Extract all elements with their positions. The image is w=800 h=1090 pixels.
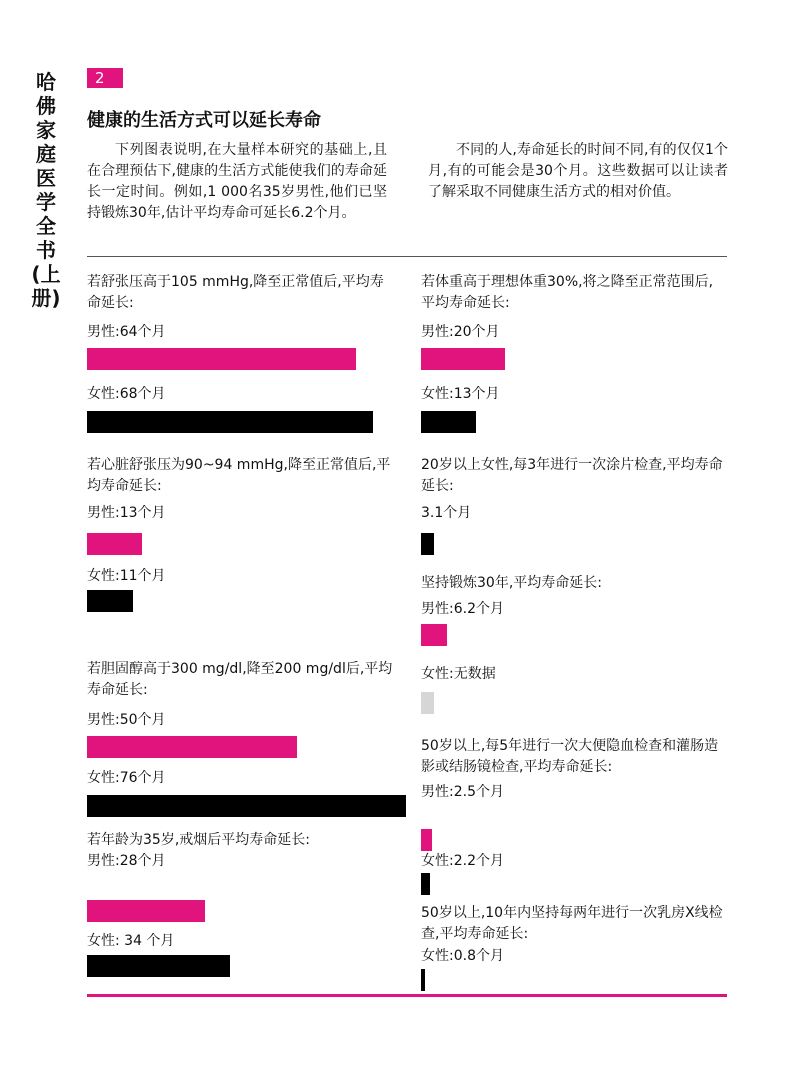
bar-label: 男性:50个月 <box>87 712 166 728</box>
group-title: 坚持锻炼30年,平均寿命延长: <box>421 575 602 591</box>
intro-left: 下列图表说明,在大量样本研究的基础上,且在合理预估下,健康的生活方式能使我们的寿命延长一定时间。例如,1 000名35岁男性,他们已坚持锻炼30年,估计平均寿命可延长6.2个月。 <box>87 142 387 221</box>
group-title: 若胆固醇高于300 mg/dl,降至200 mg/dl后,平均寿命延长: <box>87 661 393 698</box>
bar-label: 3.1个月 <box>421 505 472 521</box>
female-bar <box>87 795 406 817</box>
bar-label: 女性: 34 个月 <box>87 933 175 949</box>
bar-label: 男性:64个月 <box>87 324 166 340</box>
female-bar <box>421 873 430 895</box>
spine-title: 哈佛家庭医学全书(上册) <box>31 70 61 310</box>
male-bar <box>421 829 432 851</box>
male-bar <box>87 900 205 922</box>
group-title: 若年龄为35岁,戒烟后平均寿命延长: <box>87 832 310 848</box>
bar-label: 女性:76个月 <box>87 770 166 786</box>
bar-label: 女性:11个月 <box>87 568 166 584</box>
male-bar <box>421 348 505 370</box>
bar-label: 女性:68个月 <box>87 386 166 402</box>
bar-label: 男性:6.2个月 <box>421 601 504 617</box>
female-bar <box>421 411 476 433</box>
male-bar <box>87 736 297 758</box>
page-number: 2 <box>87 68 123 88</box>
no-data-bar <box>421 692 434 714</box>
female-bar <box>421 969 425 991</box>
group-title: 50岁以上,每5年进行一次大便隐血检查和灌肠造影或结肠镜检查,平均寿命延长: <box>421 738 719 775</box>
bar-label: 女性:0.8个月 <box>421 948 504 964</box>
female-bar <box>421 533 434 555</box>
bar-label: 女性:2.2个月 <box>421 853 504 869</box>
female-bar <box>87 955 230 977</box>
group-title: 若舒张压高于105 mmHg,降至正常值后,平均寿命延长: <box>87 274 384 311</box>
section-title: 健康的生活方式可以延长寿命 <box>87 110 321 131</box>
bar-label: 男性:28个月 <box>87 853 166 869</box>
bar-label: 男性:13个月 <box>87 505 166 521</box>
divider-bottom <box>87 994 727 997</box>
group-title: 50岁以上,10年内坚持每两年进行一次乳房X线检查,平均寿命延长: <box>421 905 723 942</box>
female-bar <box>87 590 133 612</box>
male-bar <box>421 624 447 646</box>
group-title: 若心脏舒张压为90~94 mmHg,降至正常值后,平均寿命延长: <box>87 457 391 494</box>
bar-label: 女性:13个月 <box>421 386 500 402</box>
divider-top <box>87 256 727 257</box>
group-title: 若体重高于理想体重30%,将之降至正常范围后,平均寿命延长: <box>421 274 714 311</box>
intro-right: 不同的人,寿命延长的时间不同,有的仅仅1个月,有的可能会是30个月。这些数据可以让读者了解采取不同健康生活方式的相对价值。 <box>428 142 728 200</box>
bar-label: 女性:无数据 <box>421 666 496 682</box>
group-title: 20岁以上女性,每3年进行一次涂片检查,平均寿命延长: <box>421 457 723 494</box>
male-bar <box>87 533 142 555</box>
female-bar <box>87 411 373 433</box>
bar-label: 男性:20个月 <box>421 324 500 340</box>
bar-label: 男性:2.5个月 <box>421 784 504 800</box>
male-bar <box>87 348 356 370</box>
